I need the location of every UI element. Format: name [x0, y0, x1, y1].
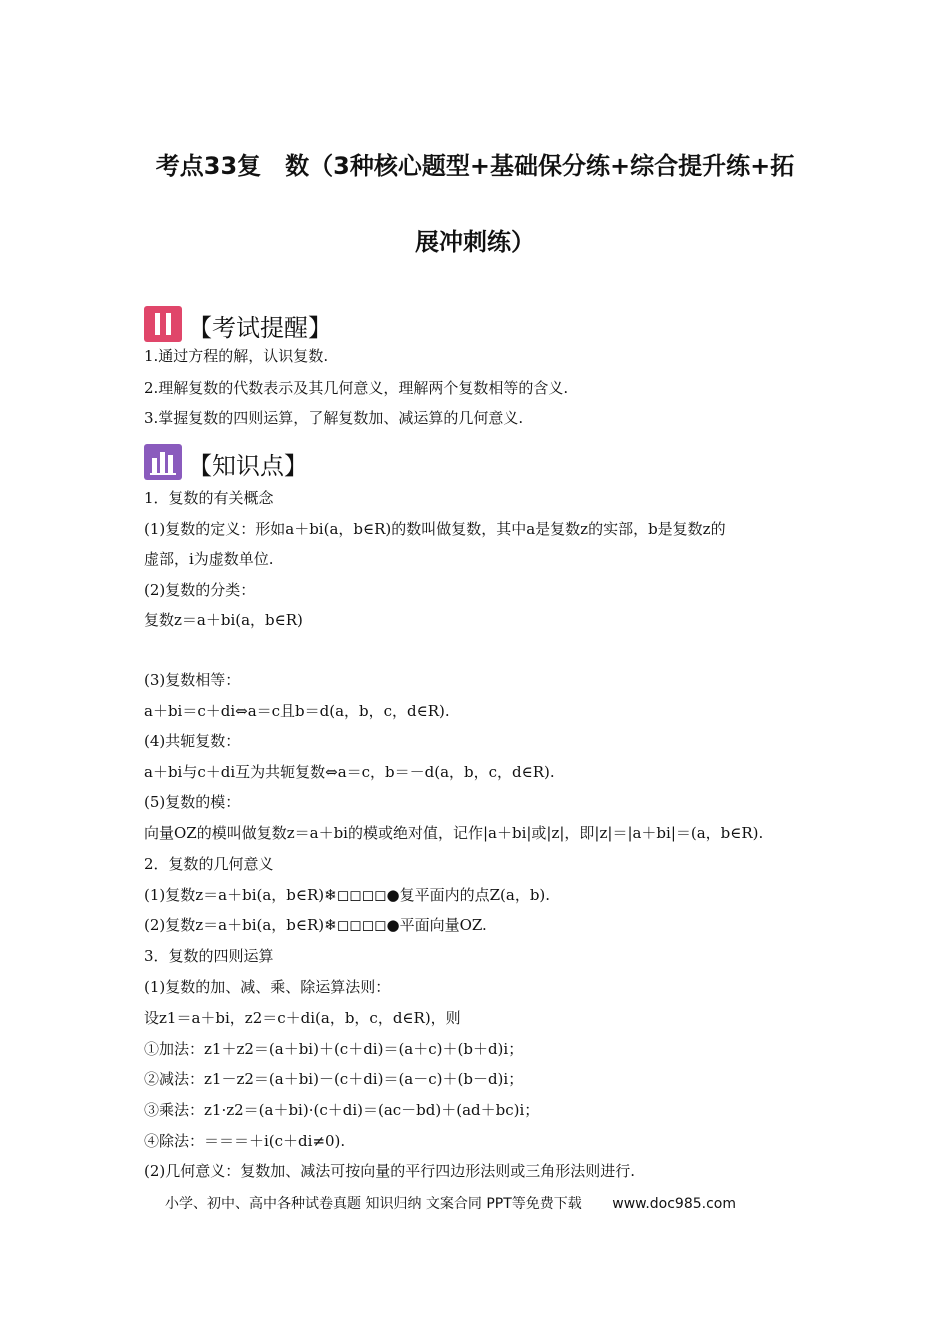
knowledge-line: ④除法：＝＝＝＋i(c＋di≠0). [144, 1132, 346, 1150]
knowledge-line: (4)共轭复数： [144, 732, 241, 750]
knowledge-line: 向量OZ的模叫做复数z＝a＋bi的模或绝对值，记作|a＋bi|或|z|，即|z|＝|a＋bi|＝(a，b∈R). [144, 824, 764, 842]
knowledge-section-header [144, 440, 308, 480]
knowledge-line: (3)复数相等： [144, 671, 241, 689]
knowledge-line: 2．复数的几何意义 [144, 855, 274, 873]
knowledge-line: ②减法：z1－z2＝(a＋bi)－(c＋di)＝(a－c)＋(b－d)i； [144, 1070, 524, 1088]
knowledge-line: 设z1＝a＋bi，z2＝c＋di(a，b，c，d∈R)，则 [144, 1009, 461, 1027]
footer-link[interactable]: www.doc985.com [612, 1196, 736, 1212]
footer-text: 小学、初中、高中各种试卷真题 知识归纳 文案合同 PPT等免费下载 [165, 1196, 582, 1212]
page-footer [165, 1193, 736, 1213]
reminder-section-header [144, 302, 332, 342]
reminder-item: 2.理解复数的代数表示及其几何意义，理解两个复数相等的含义. [144, 379, 569, 397]
knowledge-line: 1．复数的有关概念 [144, 489, 274, 507]
knowledge-line: a＋bi与c＋di互为共轭复数⇔a＝c，b＝－d(a，b，c，d∈R). [144, 763, 555, 781]
knowledge-line: (2)复数的分类： [144, 581, 256, 599]
knowledge-line: (2)复数z＝a＋bi(a，b∈R)❄◻◻◻◻●平面向量OZ. [144, 916, 487, 934]
knowledge-line: ③乘法：z1·z2＝(a＋bi)·(c＋di)＝(ac－bd)＋(ad＋bc)i； [144, 1101, 540, 1119]
knowledge-line: (5)复数的模： [144, 793, 241, 811]
knowledge-line: 3．复数的四则运算 [144, 947, 274, 965]
knowledge-line: a＋bi＝c＋di⇔a＝c且b＝d(a，b，c，d∈R). [144, 702, 450, 720]
reminder-section-label: 【考试提醒】 [188, 314, 332, 342]
reminder-item: 3.掌握复数的四则运算，了解复数加、减运算的几何意义. [144, 409, 524, 427]
page-title-line-1: 考点33复 数（3种核心题型+基础保分练+综合提升练+拓 [155, 152, 795, 180]
pause-bars-icon [144, 306, 182, 342]
knowledge-line: (1)复数z＝a＋bi(a，b∈R)❄◻◻◻◻●复平面内的点Z(a，b). [144, 886, 551, 904]
knowledge-section-label: 【知识点】 [188, 452, 308, 480]
knowledge-line: 虚部，i为虚数单位. [144, 550, 274, 568]
knowledge-line: 复数z＝a＋bi(a，b∈R) [144, 611, 303, 629]
knowledge-line: (1)复数的加、减、乘、除运算法则： [144, 978, 391, 996]
page-title-line-2: 展冲刺练） [415, 228, 535, 256]
knowledge-line: (2)几何意义：复数加、减法可按向量的平行四边形法则或三角形法则进行. [144, 1162, 636, 1180]
knowledge-line: ①加法：z1＋z2＝(a＋bi)＋(c＋di)＝(a＋c)＋(b＋d)i； [144, 1040, 524, 1058]
reminder-item: 1.通过方程的解，认识复数. [144, 347, 329, 365]
knowledge-line: (1)复数的定义：形如a＋bi(a，b∈R)的数叫做复数，其中a是复数z的实部，b是复数z的 [144, 520, 726, 538]
bar-chart-icon [144, 444, 182, 480]
